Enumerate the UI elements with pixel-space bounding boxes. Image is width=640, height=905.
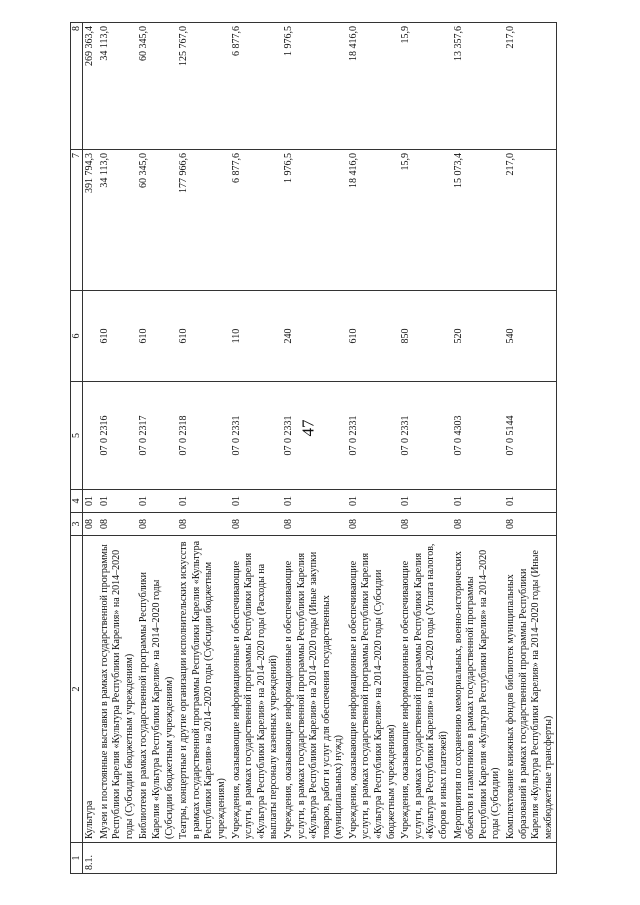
target-item-code: 07 0 2331 xyxy=(282,382,347,490)
section-code: 08 xyxy=(452,513,504,536)
subsection-code: 01 xyxy=(452,490,504,513)
amount-col7: 15,9 xyxy=(399,150,451,291)
subsection-code: 01 xyxy=(83,490,98,513)
section-code: 08 xyxy=(504,513,557,536)
target-item-code: 07 0 2318 xyxy=(177,382,229,490)
amount-col8: 13 357,6 xyxy=(452,23,504,150)
amount-col7: 1 976,5 xyxy=(282,150,347,291)
amount-col8: 1 976,5 xyxy=(282,23,347,150)
section-code: 08 xyxy=(347,513,399,536)
amount-col8: 6 877,6 xyxy=(230,23,282,150)
expense-type-code: 540 xyxy=(504,291,557,382)
target-item-code: 07 0 4303 xyxy=(452,382,504,490)
column-header: 4 xyxy=(71,490,83,513)
amount-col7: 15 073,4 xyxy=(452,150,504,291)
expense-type-code: 110 xyxy=(230,291,282,382)
amount-col8: 15,9 xyxy=(399,23,451,150)
amount-col7: 217,0 xyxy=(504,150,557,291)
target-item-code: 07 0 2331 xyxy=(347,382,399,490)
row-number xyxy=(347,843,399,874)
expense-type-code xyxy=(83,291,98,382)
section-code: 08 xyxy=(230,513,282,536)
subsection-code: 01 xyxy=(98,490,138,513)
row-number xyxy=(137,843,177,874)
row-description: Музеи и постоянные выставки в рамках государственной программы Республики Карелия «Культура Республики Карелия» на 2014–2020 годы (Субсидии бюджетным учреждениям) xyxy=(98,536,138,843)
column-header: 6 xyxy=(71,291,83,382)
row-number xyxy=(177,843,229,874)
expense-type-code: 610 xyxy=(347,291,399,382)
amount-col8: 269 363,4 xyxy=(83,23,98,150)
section-code: 08 xyxy=(282,513,347,536)
expense-type-code: 850 xyxy=(399,291,451,382)
amount-col8: 60 345,0 xyxy=(137,23,177,150)
header-row xyxy=(71,23,83,874)
amount-col8: 18 416,0 xyxy=(347,23,399,150)
row-description: Мероприятия по сохранению мемориальных, военно-исторических объектов и памятников в рамках государственной программы Республики Карелия «Культура Республики Карелия» на 2014–2020 годы (Субсидии) xyxy=(452,536,504,843)
table-row xyxy=(399,23,451,874)
subsection-code: 01 xyxy=(347,490,399,513)
row-description: Библиотеки в рамках государственной программы Республики Карелия «Культура Республики Карелия» на 2014–2020 годы (Субсидии бюджетным учреждениям) xyxy=(137,536,177,843)
row-number: 8.1. xyxy=(83,843,98,874)
row-description: Театры, концертные и другие организации исполнительских искусств в рамках государственной программы Республики Карелия «Культура Республики Карелия» на 2014–2020 годы (Субсидии бюджетным учреждениям) xyxy=(177,536,229,843)
table-row xyxy=(504,23,557,874)
column-header: 3 xyxy=(71,513,83,536)
row-number xyxy=(98,843,138,874)
subsection-code: 01 xyxy=(399,490,451,513)
amount-col7: 177 966,6 xyxy=(177,150,229,291)
table-body xyxy=(83,23,557,874)
row-description: Учреждения, оказывающие информационные и обеспечивающие услуги, в рамках государственной программы Республики Карелия «Культура Республики Карелия» на 2014–2020 годы (Субсидии бюджетным учреждениям) xyxy=(347,536,399,843)
table-row xyxy=(452,23,504,874)
column-header: 7 xyxy=(71,150,83,291)
target-item-code: 07 0 2331 xyxy=(230,382,282,490)
row-description: Учреждения, оказывающие информационные и обеспечивающие услуги, в рамках государственной программы Республики Карелия «Культура Республики Карелия» на 2014–2020 годы (Расходы на выплаты персоналу казенных учреждений) xyxy=(230,536,282,843)
expense-type-code: 520 xyxy=(452,291,504,382)
table-row xyxy=(282,23,347,874)
section-code: 08 xyxy=(98,513,138,536)
subsection-code: 01 xyxy=(137,490,177,513)
expense-type-code: 610 xyxy=(98,291,138,382)
amount-col7: 391 794,3 xyxy=(83,150,98,291)
amount-col7: 6 877,6 xyxy=(230,150,282,291)
amount-col7: 18 416,0 xyxy=(347,150,399,291)
expense-type-code: 240 xyxy=(282,291,347,382)
row-number xyxy=(452,843,504,874)
target-item-code xyxy=(83,382,98,490)
target-item-code: 07 0 2331 xyxy=(399,382,451,490)
table-row xyxy=(137,23,177,874)
row-number xyxy=(504,843,557,874)
row-number xyxy=(399,843,451,874)
table-row xyxy=(98,23,138,874)
budget-table-rotated xyxy=(70,26,605,874)
table-row xyxy=(83,23,98,874)
section-code: 08 xyxy=(177,513,229,536)
row-number xyxy=(230,843,282,874)
expense-type-code: 610 xyxy=(137,291,177,382)
section-code: 08 xyxy=(399,513,451,536)
table-row xyxy=(230,23,282,874)
amount-col8: 125 767,0 xyxy=(177,23,229,150)
amount-col8: 34 113,0 xyxy=(98,23,138,150)
amount-col7: 60 345,0 xyxy=(137,150,177,291)
section-code: 08 xyxy=(137,513,177,536)
row-description: Культура xyxy=(83,536,98,843)
page-number: 47 xyxy=(298,419,318,437)
expense-type-code: 610 xyxy=(177,291,229,382)
subsection-code: 01 xyxy=(177,490,229,513)
column-header: 1 xyxy=(71,843,83,874)
subsection-code: 01 xyxy=(504,490,557,513)
row-description: Учреждения, оказывающие информационные и обеспечивающие услуги, в рамках государственной программы Республики Карелия «Культура Республики Карелия» на 2014–2020 годы (Иные закупки товаров, работ и услуг для обеспечения государственных (муниципальных) нужд) xyxy=(282,536,347,843)
table-row xyxy=(177,23,229,874)
target-item-code: 07 0 2316 xyxy=(98,382,138,490)
row-description: Учреждения, оказывающие информационные и обеспечивающие услуги, в рамках государственной программы Республики Карелия «Культура Республики Карелия» на 2014–2020 годы (Уплата налогов, сборов и иных платежей) xyxy=(399,536,451,843)
column-header: 5 xyxy=(71,382,83,490)
subsection-code: 01 xyxy=(282,490,347,513)
row-number xyxy=(282,843,347,874)
table-row xyxy=(347,23,399,874)
section-code: 08 xyxy=(83,513,98,536)
column-header: 2 xyxy=(71,536,83,843)
amount-col7: 34 113,0 xyxy=(98,150,138,291)
target-item-code: 07 0 5144 xyxy=(504,382,557,490)
subsection-code: 01 xyxy=(230,490,282,513)
row-description: Комплектование книжных фондов библиотек муниципальных образований в рамках государственной программы Республики Карелия «Культура Республики Карелия» на 2014–2020 годы (Иные межбюджетные трансферты) xyxy=(504,536,557,843)
target-item-code: 07 0 2317 xyxy=(137,382,177,490)
amount-col8: 217,0 xyxy=(504,23,557,150)
budget-table xyxy=(70,22,557,874)
column-header: 8 xyxy=(71,23,83,150)
